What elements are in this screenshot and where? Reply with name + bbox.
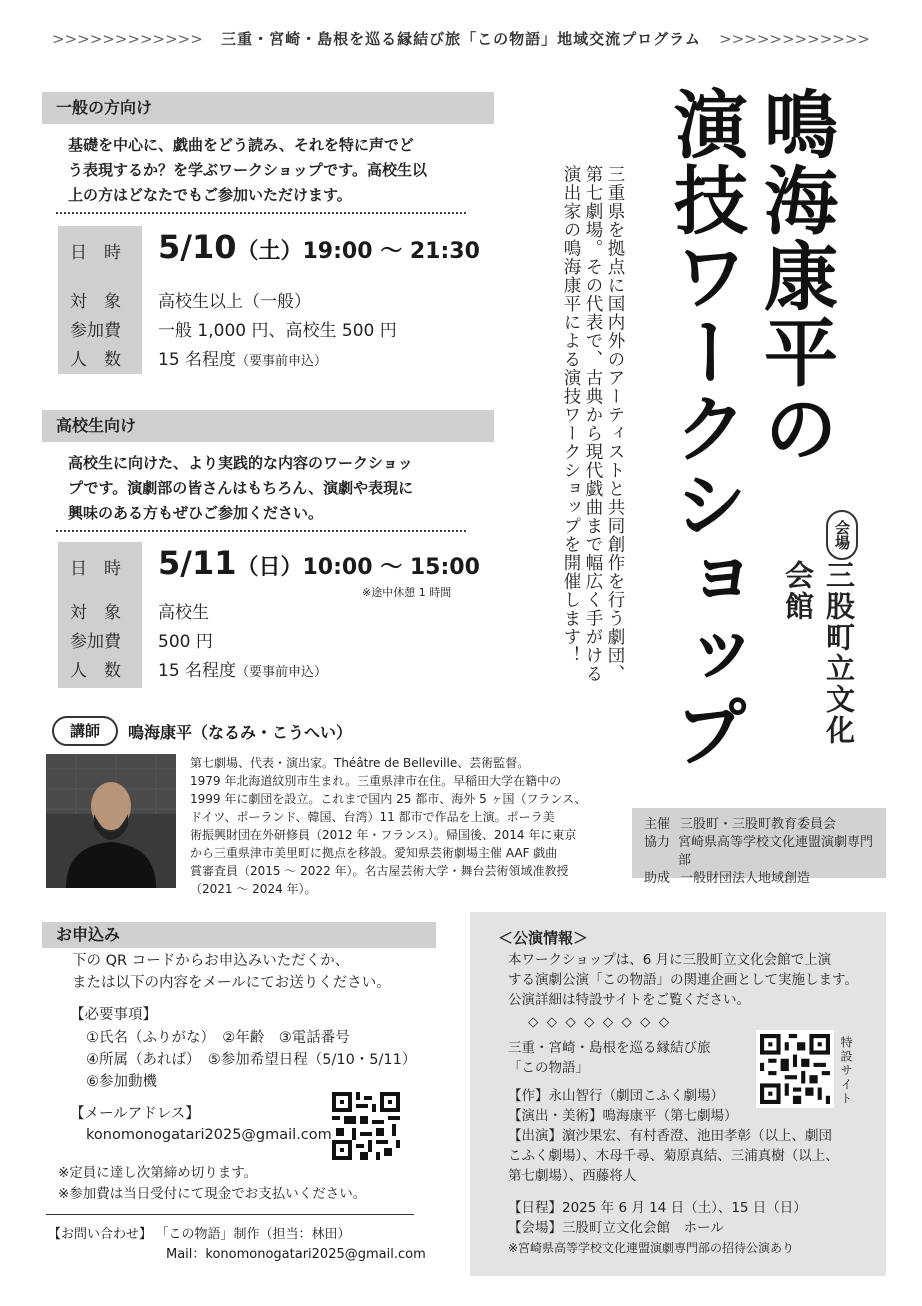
bio-line: から三重県津市美里町に拠点を移設。愛知県芸術劇場主催 AAF 戯曲 <box>190 846 558 860</box>
performance-description <box>508 950 868 1010</box>
performance-desc-line: 公演詳細は特設サイトをご覧ください。 <box>508 992 751 1008</box>
required-line: ①氏名（ふりがな） ②年齢 ③電話番号 <box>86 1030 350 1046</box>
general-heading: 一般の方向け <box>42 92 494 124</box>
site-label: 特設サイト <box>839 1036 853 1106</box>
highschool-date-main: 5/11 <box>158 544 237 582</box>
general-target-value: 高校生以上（一般） <box>158 292 311 312</box>
credit-line: 【出演】濵沙果宏、有村香澄、池田孝彰（以上、劇団 <box>508 1128 832 1144</box>
highschool-label-column <box>58 542 142 688</box>
highschool-capacity-label: 人 数 <box>70 661 121 681</box>
sponsor-row <box>644 870 874 888</box>
apply-intro <box>72 950 452 994</box>
highschool-heading: 高校生向け <box>42 410 494 442</box>
bio-line: 第七劇場、代表・演出家。Théâtre de Belleville、芸術監督。 <box>190 756 530 770</box>
performance-desc-line: 本ワークショップは、6 月に三股町立文化会館で上演 <box>508 952 832 968</box>
general-divider <box>56 212 466 214</box>
contact-divider <box>46 1214 414 1215</box>
place-line: 【会場】三股町立文化会館 ホール <box>508 1220 724 1236</box>
bio-line: 1979 年北海道紋別市生まれ。三重県津市在住。早稲田大学在籍中の <box>190 774 562 788</box>
highschool-date-day: （日） <box>236 555 303 580</box>
highschool-target-label: 対 象 <box>70 603 121 623</box>
highschool-capacity-main: 15 名程度 <box>158 661 237 681</box>
performance-note: ※宮崎県高等学校文化連盟演劇専門部の招待公演あり <box>508 1241 795 1255</box>
title-line2: 演技ワークショップ <box>662 86 748 770</box>
sponsor-role: 主催 <box>644 817 671 832</box>
bio-line: 術振興財団在外研修員（2012 年・フランス）。帰国後、2014 年に東京 <box>190 828 577 842</box>
sponsor-name: 三股町・三股町教育委員会 <box>680 817 837 832</box>
banner-chevrons-right: >>>>>>>>>>>> <box>719 30 870 48</box>
general-capacity-main: 15 名程度 <box>158 350 237 370</box>
contact-label: 【お問い合わせ】 <box>48 1227 153 1242</box>
general-date <box>158 228 480 266</box>
required-line: ④所属（あれば） ⑤参加希望日程（5/10・5/11） <box>86 1052 417 1068</box>
required-list <box>86 1027 466 1093</box>
performance-desc-line: する演劇公演「この物語」の関連企画として実施します。 <box>508 972 858 988</box>
sponsor-role: 助成 <box>644 871 671 886</box>
apply-notes <box>58 1163 366 1205</box>
sponsor-name: 一般財団法人地域創造 <box>680 871 811 886</box>
highschool-date-label: 日 時 <box>70 559 121 579</box>
performance-credits <box>508 1086 876 1186</box>
credit-line: 【作】永山智行（劇団こふく劇場） <box>508 1088 724 1104</box>
apply-note: ※定員に達し次第締め切ります。 <box>58 1165 258 1181</box>
sponsor-role: 協力 <box>644 835 671 850</box>
general-fee-value: 一般 1,000 円、高校生 500 円 <box>158 321 397 341</box>
apply-qr-code[interactable] <box>332 1092 400 1160</box>
sponsor-name: 宮崎県高等学校文化連盟演劇専門部 <box>677 835 873 868</box>
sponsor-box <box>632 808 886 886</box>
general-capacity-label: 人 数 <box>70 350 121 370</box>
apply-heading: お申込み <box>42 922 436 948</box>
venue-label: 会場 <box>826 510 858 560</box>
required-heading: 【必要事項】 <box>70 1007 157 1023</box>
apply-note: ※参加費は当日受付にて現金でお支払いください。 <box>58 1186 367 1202</box>
bio-line: 1999 年に劇団を設立。これまで国内 25 都市、海外 5 ヶ国（フランス、 <box>190 792 587 806</box>
email-heading: 【メールアドレス】 <box>70 1106 200 1122</box>
qr-code-icon <box>332 1092 400 1160</box>
highschool-date <box>158 544 480 582</box>
highschool-capacity-note: （要事前申込） <box>236 665 328 680</box>
title-line1: 鳴海康平の <box>752 86 838 466</box>
general-date-label: 日 時 <box>70 243 121 263</box>
banner-chevrons-left: >>>>>>>>>>>> <box>52 30 203 48</box>
general-target-label: 対 象 <box>70 292 121 312</box>
portrait-image <box>46 754 176 888</box>
general-capacity-note: （要事前申込） <box>236 354 328 369</box>
lecturer-label: 講師 <box>52 716 118 746</box>
venue-name: 三股町立文化会館 <box>781 560 856 746</box>
email-address[interactable]: konomonogatari2025@gmail.com <box>86 1127 332 1143</box>
highschool-fee-label: 参加費 <box>70 632 121 652</box>
general-date-main: 5/10 <box>158 228 237 266</box>
apply-intro-line: または以下の内容をメールにてお送りください。 <box>72 975 391 991</box>
banner-text: 三重・宮崎・島根を巡る縁結び旅「この物語」地域交流プログラム <box>221 30 701 48</box>
intro-text: 三重県を拠点に国内外のアーティストと共同創作を行う劇団、第七劇場。その代表で、古典から現代戯曲まで幅広く手がける演出家の鳴海康平による演技ワークショップを開催します！ <box>561 165 625 683</box>
highschool-break-note: ※途中休憩 1 時間 <box>362 586 452 599</box>
general-date-time: 19:00 ～ 21:30 <box>302 239 480 264</box>
sponsor-row <box>644 834 874 870</box>
general-fee-label: 参加費 <box>70 321 121 341</box>
apply-intro-line: 下の QR コードからお申込みいただくか、 <box>72 953 350 969</box>
contact-info <box>48 1225 426 1265</box>
general-label-column <box>58 226 142 374</box>
performance-subtitle-line: 三重・宮崎・島根を巡る縁結び旅 <box>508 1040 711 1056</box>
highschool-divider <box>56 530 466 532</box>
credit-line: 第七劇場）、西藤将人 <box>508 1168 637 1184</box>
performance-subtitle-line: 「この物語」 <box>508 1060 589 1076</box>
contact-org: 「この物語」制作（担当：林田） <box>162 1227 351 1242</box>
performance-heading: ＜公演情報＞ <box>498 929 589 947</box>
general-capacity-value <box>158 345 327 370</box>
highschool-target-value: 高校生 <box>158 603 209 623</box>
highschool-capacity-value <box>158 656 327 681</box>
lecturer-name: 鳴海康平（なるみ・こうへい） <box>128 723 353 742</box>
credit-line: 【演出・美術】鳴海康平（第七劇場） <box>508 1108 738 1124</box>
schedule-line: 【日程】2025 年 6 月 14 日（土）、15 日（日） <box>508 1200 807 1216</box>
performance-schedule <box>508 1198 876 1258</box>
diamond-divider: ◇ ◇ ◇ ◇ ◇ ◇ ◇ ◇ <box>528 1014 672 1030</box>
lecturer-bio <box>190 754 610 898</box>
highschool-fee-value: 500 円 <box>158 632 213 652</box>
highschool-description: 高校生に向けた、より実践的な内容のワークショップです。演劇部の皆さんはもちろん、演劇や表現に興味のある方もぜひご参加ください。 <box>68 454 414 522</box>
general-description: 基礎を中心に、戯曲をどう読み、それを特に声でどう表現するか？を学ぶワークショップです。高校生以上の方はどなたでもご参加いただけます。 <box>68 136 427 204</box>
general-date-day: （土） <box>236 239 303 264</box>
bio-line: ドイツ、ポーランド、韓国、台湾）11 都市で作品を上演。ポーラ美 <box>190 810 555 824</box>
highschool-date-time: 10:00 ～ 15:00 <box>302 555 480 580</box>
performance-subtitle <box>508 1038 711 1078</box>
lecturer-photo <box>46 754 176 888</box>
sponsor-row <box>644 816 874 834</box>
required-line: ⑥参加動機 <box>86 1074 157 1090</box>
bio-line: 賞審査員（2015 ～ 2022 年）。名古屋芸術大学・舞台芸術領域准教授 <box>190 864 569 878</box>
top-banner <box>0 28 922 49</box>
credit-line: こふく劇場）、木母千尋、菊原真結、三浦真樹（以上、 <box>508 1148 839 1164</box>
contact-mail[interactable]: Mail：konomonogatari2025@gmail.com <box>166 1247 426 1262</box>
bio-line: （2021 ～ 2024 年）。 <box>190 882 317 896</box>
